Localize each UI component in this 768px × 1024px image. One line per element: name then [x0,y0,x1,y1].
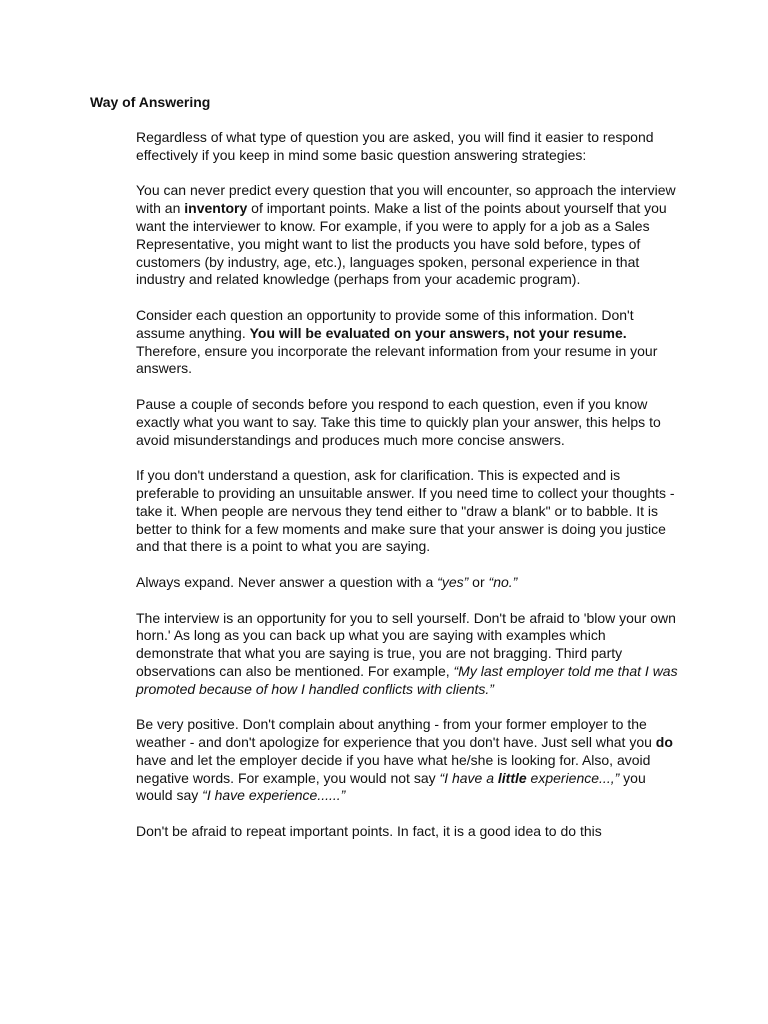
italic-text: “I have experience......” [202,787,346,804]
text-run: you would say [136,769,646,804]
paragraph [136,396,681,449]
text-run: If you don't understand a question, ask for clarification. This is expected and is preferable to providing an unsuitable answer. If you need time to collect your thoughts - take it. When people are nervous they tend either to "draw a blank" or to babble. It is better to think for a few moments and make sure that your answer is doing you justice and that there is a point to what you are saying. [136,467,675,555]
bold-text: inventory [184,200,248,217]
paragraph [136,716,681,805]
italic-text: “yes” [437,573,469,590]
paragraph [136,610,681,699]
italic-text: “My last employer told me that I was promoted because of how I handled conflicts with clients.” [136,662,678,697]
section-heading: Way of Answering [90,94,211,110]
text-run: have and let the employer decide if you have what he/she is looking for. Also, avoid negative words. For example, you would not say [136,751,651,786]
document-body [136,129,681,841]
text-run: Be very positive. Don't complain about anything - from your former employer to the weather - and don't apologize for experience that you don't have. Just sell what you [136,716,656,751]
paragraph [136,182,681,289]
paragraph [136,307,681,378]
text-run: Pause a couple of seconds before you respond to each question, even if you know exactly what you want to say. Take this time to quickly plan your answer, this helps to avoid misunderstandings and produces much more concise answers. [136,395,661,448]
text-run: or [468,573,489,590]
text-run: Don't be afraid to repeat important points. In fact, it is a good idea to do this [136,823,602,840]
paragraph [136,467,681,556]
bold-text: do [655,734,673,751]
bold-text: little [497,769,527,786]
text-run: Consider each question an opportunity to provide some of this information. Don't assume anything. [136,306,634,341]
paragraph [136,129,681,165]
text-run: Therefore, ensure you incorporate the relevant information from your resume in your answers. [136,342,658,377]
text-run: of important points. Make a list of the points about yourself that you want the interviewer to know. For example, if you were to apply for a job as a Sales Representative, you might want to list the products you have sold before, types of customers (by industry, age, etc.), languages spoken, personal experience in that industry and related knowledge (perhaps from your academic program). [136,200,667,288]
text-run: Always expand. Never answer a question with a [136,573,438,590]
text-run: Regardless of what type of question you are asked, you will find it easier to respond effectively if you keep in mind some basic question answering strategies: [136,129,654,163]
bold-text: You will be evaluated on your answers, not your resume. [249,324,627,341]
text-run: You can never predict every question that you will encounter, so approach the interview with an [136,182,676,217]
italic-text: “no.” [488,573,518,590]
paragraph [136,823,681,841]
italic-text: “I have a [439,769,498,786]
italic-text: experience...,” [526,769,620,786]
text-run: The interview is an opportunity for you to sell yourself. Don't be afraid to 'blow your own horn.' As long as you can back up what you are saying with examples which demonstrate that what you are saying is true, you are not bragging. Third party observations can also be mentioned. For example, [136,609,676,679]
paragraph [136,574,681,592]
